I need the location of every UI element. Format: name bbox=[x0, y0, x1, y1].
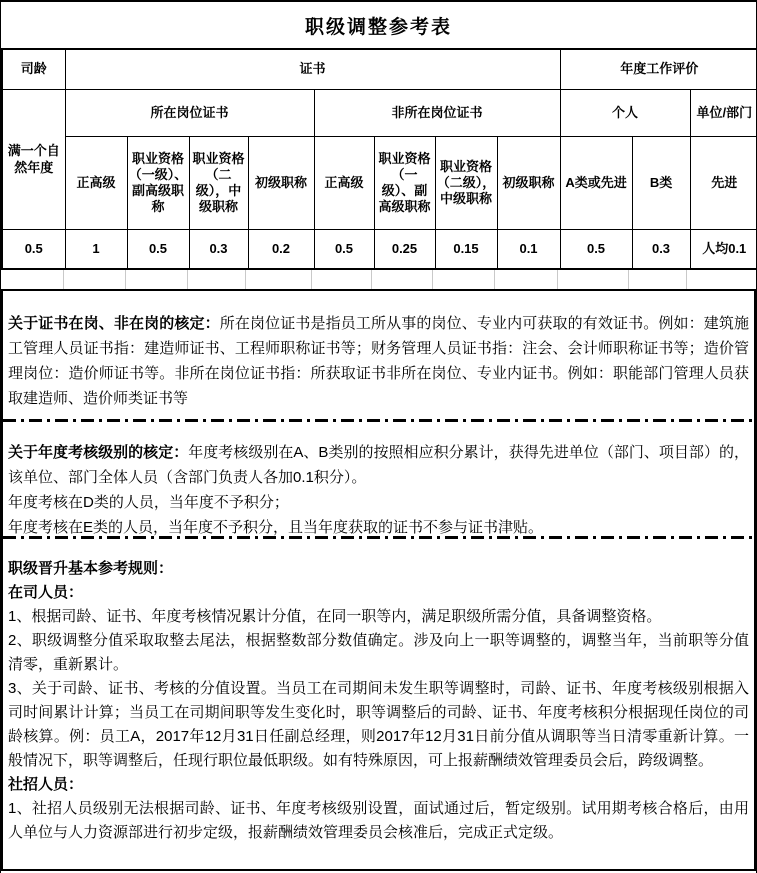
page-title: 职级调整参考表 bbox=[304, 16, 452, 38]
rules-heading: 职级晋升基本参考规则： bbox=[8, 560, 174, 577]
note-certificate-definition bbox=[3, 291, 754, 419]
header-senior-title-offpost: 正高级 bbox=[314, 137, 374, 230]
rules-social-item: 1、社招人员级别无法根据司龄、证书、年度考核级别设置，面试通过后，暂定级别。试用期考核合格后，由用人单位与人力资源部进行初步定级，报薪酬绩效管理委员会核准后，完成正式定级。 bbox=[8, 800, 749, 841]
notes-section bbox=[1, 289, 756, 871]
header-seniority: 司龄 bbox=[2, 49, 65, 90]
rules-in-company-item: 2、职级调整分值采取取整去尾法，根据整数部分数值确定。涉及向上一职等调整的，调整当年，当前职等分值清零，重新累计。 bbox=[8, 632, 749, 673]
header-offpost-cert: 非所在岗位证书 bbox=[314, 90, 560, 137]
rules-social-label: 社招人员： bbox=[8, 776, 84, 793]
header-natural-year: 满一个自然年度 bbox=[2, 90, 65, 230]
value-junior-title-offpost: 0.1 bbox=[497, 230, 560, 270]
value-junior-title-onpost: 0.2 bbox=[248, 230, 314, 270]
spreadsheet-gridline-row bbox=[1, 270, 756, 289]
note-assessment-lead: 关于年度考核级别的核定： bbox=[8, 444, 189, 461]
header-onpost-cert: 所在岗位证书 bbox=[65, 90, 314, 137]
value-class-a: 0.5 bbox=[560, 230, 632, 270]
note-promotion-rules bbox=[3, 539, 754, 869]
header-junior-title-offpost: 初级职称 bbox=[497, 137, 560, 230]
value-level1-offpost: 0.25 bbox=[374, 230, 435, 270]
header-certificate: 证书 bbox=[65, 49, 560, 90]
header-senior-title-onpost: 正高级 bbox=[65, 137, 127, 230]
value-class-b: 0.3 bbox=[632, 230, 690, 270]
note-assessment-body: 年度考核级别在A、B类别的按照相应积分累计，获得先进单位（部门、项目部）的，该单位、部门全体人员（含部门负责人各加0.1积分）。 bbox=[8, 444, 749, 486]
note-assessment-definition bbox=[3, 422, 754, 536]
value-level2-onpost: 0.3 bbox=[189, 230, 248, 270]
header-unit-dept: 单位/部门 bbox=[690, 90, 757, 137]
header-class-a-or-advanced: A类或先进 bbox=[560, 137, 632, 230]
note-certificate-lead: 关于证书在岗、非在岗的核定： bbox=[8, 315, 220, 332]
header-junior-title-onpost: 初级职称 bbox=[248, 137, 314, 230]
value-seniority: 0.5 bbox=[2, 230, 65, 270]
table-row bbox=[2, 230, 757, 270]
rules-in-company-item: 3、关于司龄、证书、考核的分值设置。当员工在司期间未发生职等调整时，司龄、证书、年度考核级别根据入司时间累计计算；当员工在司期间职等发生变化时，职等调整后的司龄、证书、年度考核积分根据现任岗位的司龄核算。例：员工A，2017年12月31日任副总经理，则2017年12月31日前分值从调职等当日清零重新计算。一般情况下，职等调整后，任现行职位最低职级。如有特殊原因，可上报薪酬绩效管理委员会后，跨级调整。 bbox=[8, 680, 749, 769]
note-assessment-class-d: 年度考核在D类的人员，当年度不予积分； bbox=[8, 494, 289, 511]
header-level2-onpost: 职业资格（二级），中级职称 bbox=[189, 137, 248, 230]
note-certificate-body: 所在岗位证书是指员工所从事的岗位、专业内可获取的有效证书。例如：建筑施工管理人员证书指：建造师证书、工程师职称证书等；财务管理人员证书指：注会、会计师职称证书等；造价管理岗位：造价师证书等。非所在岗位证书指：所获取证书非所在岗位、专业内证书。例如：职能部门管理人员获取建造师、造价师类证书等 bbox=[8, 315, 749, 407]
value-level2-offpost: 0.15 bbox=[435, 230, 497, 270]
value-senior-title-offpost: 0.5 bbox=[314, 230, 374, 270]
header-level1-offpost: 职业资格（一级）、副高级职称 bbox=[374, 137, 435, 230]
value-senior-title-onpost: 1 bbox=[65, 230, 127, 270]
header-annual-eval: 年度工作评价 bbox=[560, 49, 757, 90]
header-level2-offpost: 职业资格（二级），中级职称 bbox=[435, 137, 497, 230]
job-level-reference-table bbox=[1, 48, 757, 270]
value-level1-onpost: 0.5 bbox=[127, 230, 189, 270]
header-personal: 个人 bbox=[560, 90, 690, 137]
header-advanced: 先进 bbox=[690, 137, 757, 230]
rules-in-company-label: 在司人员： bbox=[8, 584, 84, 601]
header-class-b: B类 bbox=[632, 137, 690, 230]
rules-in-company-item: 1、根据司龄、证书、年度考核情况累计分值，在同一职等内，满足职级所需分值，具备调整资格。 bbox=[8, 608, 662, 625]
value-unit-advanced: 人均0.1 bbox=[690, 230, 757, 270]
note-assessment-class-e: 年度考核在E类的人员，当年度不予积分，且当年度获取的证书不参与证书津贴。 bbox=[8, 519, 544, 536]
header-level1-onpost: 职业资格（一级）、副高级职称 bbox=[127, 137, 189, 230]
